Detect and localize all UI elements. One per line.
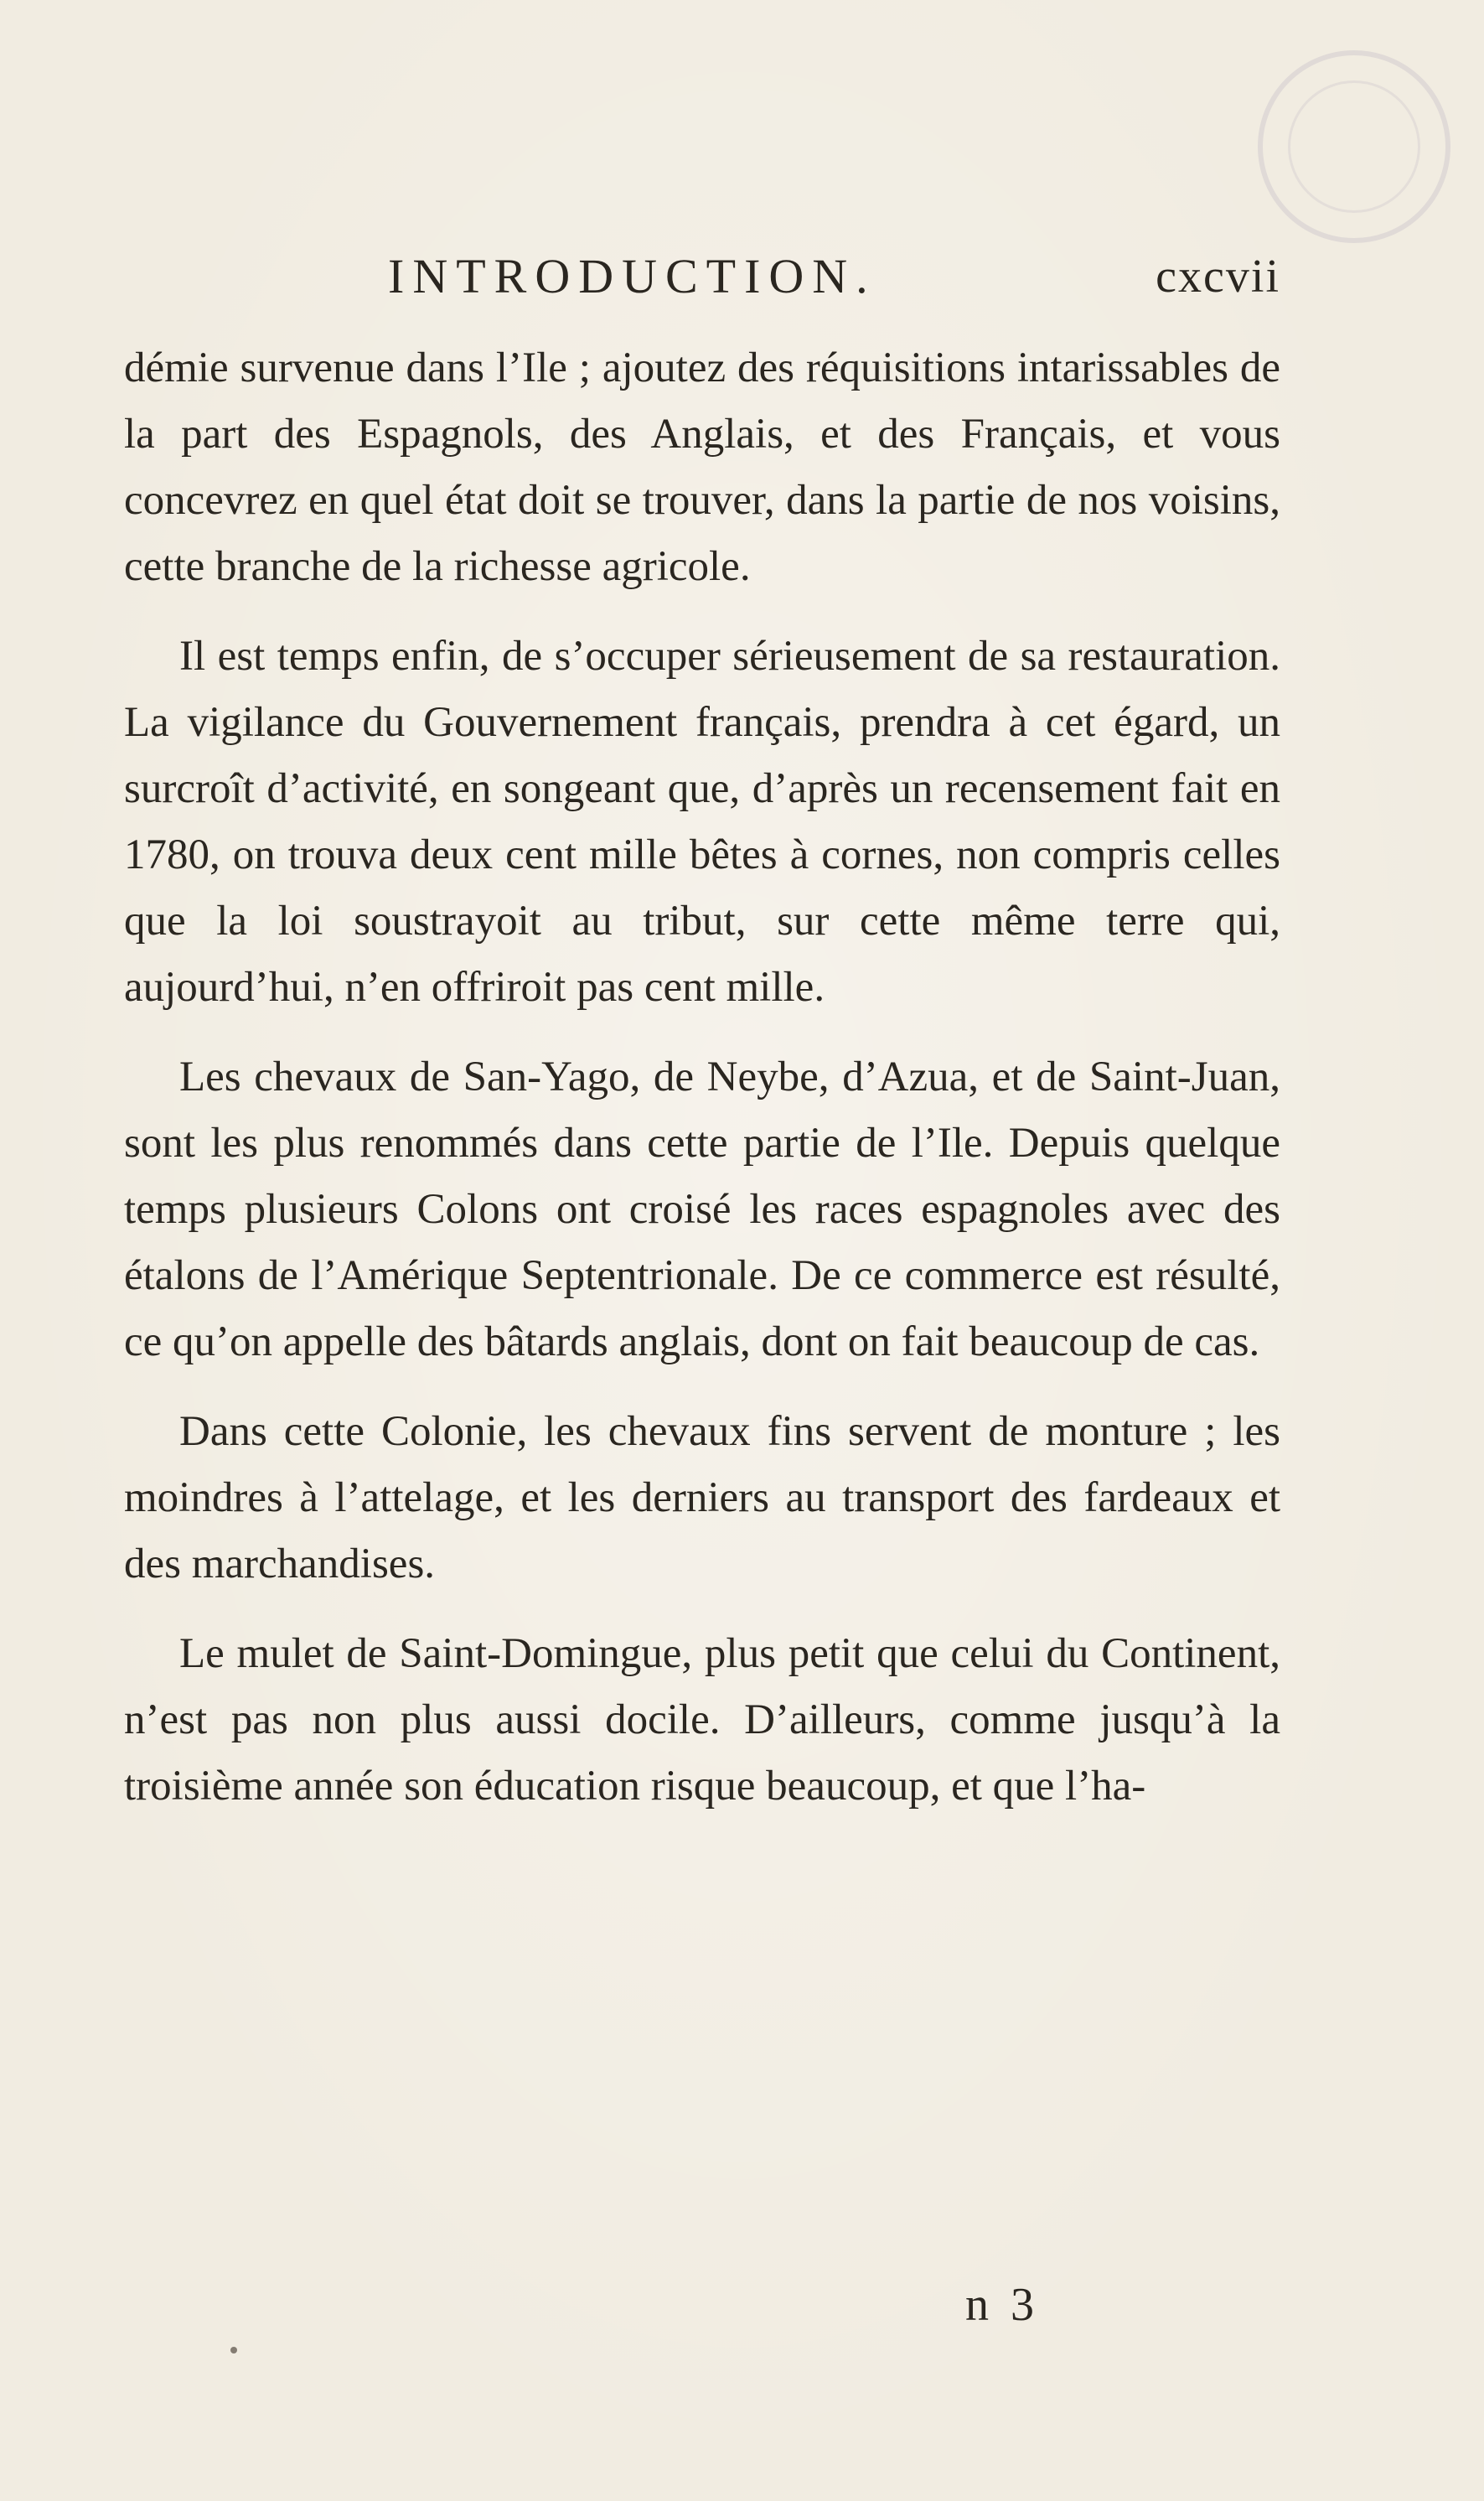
paragraph-horses: Les chevaux de San-Yago, de Neybe, d’Azua, et de Saint-Juan, sont les plus renommés dans cette partie de l’Ile. Depuis quelque temps plusieurs Colons ont croisé les races espagnoles avec des étalons de l’Amérique Septentrionale. De ce commerce est résulté, ce qu’on appelle des bâtards anglais, dont on fait beaucoup de cas.	[124, 1054, 1280, 1365]
library-stamp	[1258, 50, 1450, 243]
paragraph-mule: Le mulet de Saint-Domingue, plus petit que celui du Continent, n’est pas non plus aussi docile. D’ailleurs, comme jusqu’à la troisième année son éducation risque beaucoup, et que l’ha-	[124, 1630, 1280, 1810]
paragraph-continued: démie survenue dans l’Ile ; ajoutez des réquisitions intarissables de la part des Espagnols, des Anglais, et des Français, et vous concevrez en quel état doit se trouver, dans la partie de nos voisins, cette branche de la richesse agricole.	[124, 344, 1280, 590]
paragraph-restoration: Il est temps enfin, de s’occuper sérieusement de sa restauration. La vigilance du Gouvernement français, prendra à cet égard, un surcroît d’activité, en songeant que, d’après un recensement fait en 1780, on trouva deux cent mille bêtes à cornes, non compris celles que la loi soustrayoit au tribut, sur cette même terre qui, aujourd’hui, n’en offriroit pas cent mille.	[124, 633, 1280, 1011]
running-title: INTRODUCTION.	[388, 249, 876, 303]
page-number: cxcvii	[1156, 251, 1280, 303]
page-header	[124, 243, 1280, 310]
ink-speck	[230, 2347, 237, 2353]
body-text	[124, 335, 1280, 1820]
paragraph-colony-horses: Dans cette Colonie, les chevaux fins servent de monture ; les moindres à l’attelage, et les derniers au transport des fardeaux et des marchandises.	[124, 1408, 1280, 1587]
signature-mark: n 3	[965, 2279, 1039, 2331]
